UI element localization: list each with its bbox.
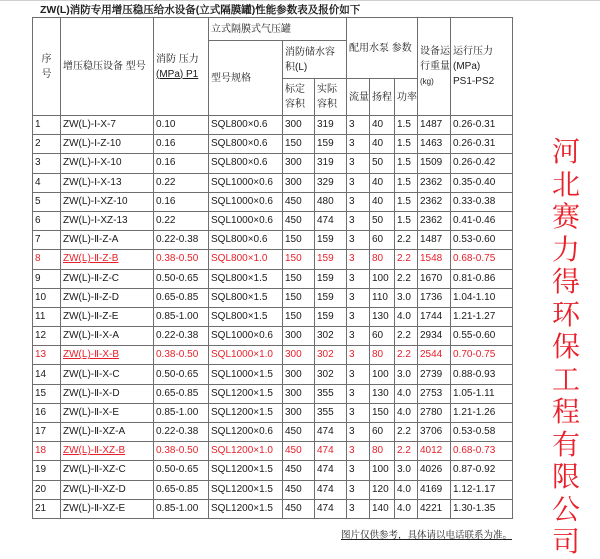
cell-head: 130 xyxy=(370,307,395,326)
cell-flow: 3 xyxy=(347,154,370,173)
header-model: 增压稳压设备 型号 xyxy=(61,18,154,116)
company-char: 河 xyxy=(551,135,580,168)
cell-model: ZW(L)-Ⅱ-X-D xyxy=(61,384,154,403)
cell-power: 1.5 xyxy=(395,211,418,230)
cell-ps: 0.55-0.60 xyxy=(451,327,513,346)
cell-weight: 2739 xyxy=(418,365,451,384)
cell-no: 5 xyxy=(33,192,61,211)
cell-ps: 0.53-0.58 xyxy=(451,423,513,442)
cell-no: 21 xyxy=(33,499,61,518)
header-nominal: 标定 容积 xyxy=(283,79,315,116)
cell-power: 2.2 xyxy=(395,327,418,346)
cell-weight: 1670 xyxy=(418,269,451,288)
table-body xyxy=(33,116,513,519)
top-rule xyxy=(0,0,600,1)
table-row xyxy=(33,423,513,442)
cell-actual: 159 xyxy=(315,307,347,326)
cell-actual: 159 xyxy=(315,250,347,269)
cell-tank: SQL1000×0.6 xyxy=(209,211,283,230)
cell-p1: 0.65-0.85 xyxy=(154,288,209,307)
cell-power: 4.0 xyxy=(395,499,418,518)
cell-tank: SQL1000×1.0 xyxy=(209,346,283,365)
cell-weight: 3706 xyxy=(418,423,451,442)
cell-no: 4 xyxy=(33,173,61,192)
cell-weight: 2544 xyxy=(418,346,451,365)
cell-ps: 0.70-0.75 xyxy=(451,346,513,365)
cell-tank: SQL1000×1.5 xyxy=(209,365,283,384)
footnote: 图片仅供参考，具体请以电话联系为准。 xyxy=(340,530,512,541)
cell-no: 1 xyxy=(33,116,61,135)
cell-model: ZW(L)-Ⅱ-Z-E xyxy=(61,307,154,326)
cell-no: 15 xyxy=(33,384,61,403)
company-char: 力 xyxy=(551,232,580,266)
cell-flow: 3 xyxy=(347,423,370,442)
cell-p1: 0.50-0.65 xyxy=(154,365,209,384)
cell-no: 18 xyxy=(33,442,61,461)
table-row xyxy=(33,307,513,326)
cell-actual: 355 xyxy=(315,384,347,403)
cell-no: 9 xyxy=(33,269,61,288)
cell-power: 4.0 xyxy=(395,307,418,326)
cell-weight: 1736 xyxy=(418,288,451,307)
page-title: ZW(L)消防专用增压稳压给水设备(立式隔膜罐)性能参数表及报价如下 xyxy=(40,4,361,16)
cell-actual: 302 xyxy=(315,327,347,346)
cell-weight: 1463 xyxy=(418,135,451,154)
cell-weight: 2362 xyxy=(418,192,451,211)
cell-power: 1.5 xyxy=(395,116,418,135)
table-row xyxy=(33,403,513,422)
cell-model: ZW(L)-Ⅰ-X-7 xyxy=(61,116,154,135)
cell-tank: SQL1200×0.6 xyxy=(209,423,283,442)
cell-ps: 1.04-1.10 xyxy=(451,288,513,307)
cell-actual: 474 xyxy=(315,499,347,518)
cell-model: ZW(L)-Ⅰ-X-13 xyxy=(61,173,154,192)
cell-model: ZW(L)-Ⅱ-Z-C xyxy=(61,269,154,288)
table-row xyxy=(33,442,513,461)
cell-tank: SQL800×1.0 xyxy=(209,250,283,269)
cell-head: 80 xyxy=(370,442,395,461)
cell-power: 2.2 xyxy=(395,442,418,461)
cell-nominal: 300 xyxy=(283,403,315,422)
cell-model: ZW(L)-Ⅱ-XZ-E xyxy=(61,499,154,518)
cell-ps: 1.05-1.11 xyxy=(451,384,513,403)
cell-p1: 0.22 xyxy=(154,211,209,230)
company-char: 环 xyxy=(551,297,580,331)
company-char: 工 xyxy=(551,362,580,396)
table-row xyxy=(33,135,513,154)
cell-p1: 0.85-1.00 xyxy=(154,499,209,518)
cell-p1: 0.16 xyxy=(154,154,209,173)
cell-flow: 3 xyxy=(347,461,370,480)
cell-flow: 3 xyxy=(347,384,370,403)
company-char: 程 xyxy=(551,395,580,428)
cell-no: 19 xyxy=(33,461,61,480)
cell-model: ZW(L)-Ⅱ-X-B xyxy=(61,346,154,365)
cell-model: ZW(L)-Ⅱ-X-E xyxy=(61,403,154,422)
cell-actual: 159 xyxy=(315,135,347,154)
cell-flow: 3 xyxy=(347,173,370,192)
cell-tank: SQL800×1.5 xyxy=(209,288,283,307)
cell-ps: 0.68-0.75 xyxy=(451,250,513,269)
cell-nominal: 450 xyxy=(283,211,315,230)
header-head: 扬程 xyxy=(370,79,395,116)
cell-head: 50 xyxy=(370,154,395,173)
header-flow: 流量 xyxy=(347,79,370,116)
cell-head: 60 xyxy=(370,231,395,250)
cell-nominal: 300 xyxy=(283,346,315,365)
cell-p1: 0.38-0.50 xyxy=(154,346,209,365)
cell-power: 2.2 xyxy=(395,346,418,365)
header-tank-spec: 型号规格 xyxy=(209,41,283,116)
header-pump-group: 配用水泵 参数 xyxy=(347,18,418,79)
cell-tank: SQL1000×0.6 xyxy=(209,173,283,192)
cell-ps: 0.26-0.31 xyxy=(451,135,513,154)
cell-tank: SQL1000×0.6 xyxy=(209,192,283,211)
cell-flow: 3 xyxy=(347,135,370,154)
cell-no: 16 xyxy=(33,403,61,422)
cell-tank: SQL800×0.6 xyxy=(209,135,283,154)
cell-model: ZW(L)-Ⅱ-X-A xyxy=(61,327,154,346)
cell-weight: 4221 xyxy=(418,499,451,518)
cell-power: 1.5 xyxy=(395,192,418,211)
cell-flow: 3 xyxy=(347,346,370,365)
cell-weight: 1744 xyxy=(418,307,451,326)
cell-head: 110 xyxy=(370,288,395,307)
cell-power: 4.0 xyxy=(395,480,418,499)
cell-ps: 0.41-0.46 xyxy=(451,211,513,230)
cell-ps: 0.26-0.42 xyxy=(451,154,513,173)
cell-actual: 159 xyxy=(315,231,347,250)
cell-actual: 159 xyxy=(315,288,347,307)
cell-weight: 2780 xyxy=(418,403,451,422)
cell-p1: 0.85-1.00 xyxy=(154,307,209,326)
cell-nominal: 450 xyxy=(283,192,315,211)
cell-nominal: 300 xyxy=(283,154,315,173)
cell-flow: 3 xyxy=(347,365,370,384)
cell-tank: SQL800×0.6 xyxy=(209,116,283,135)
cell-nominal: 450 xyxy=(283,461,315,480)
cell-power: 2.2 xyxy=(395,250,418,269)
cell-power: 1.5 xyxy=(395,154,418,173)
cell-p1: 0.50-0.65 xyxy=(154,269,209,288)
cell-nominal: 300 xyxy=(283,327,315,346)
cell-ps: 1.21-1.27 xyxy=(451,307,513,326)
cell-weight: 1509 xyxy=(418,154,451,173)
company-char: 公 xyxy=(551,492,580,526)
cell-weight: 1487 xyxy=(418,116,451,135)
cell-ps: 0.35-0.40 xyxy=(451,173,513,192)
cell-flow: 3 xyxy=(347,192,370,211)
cell-head: 150 xyxy=(370,403,395,422)
cell-no: 20 xyxy=(33,480,61,499)
header-seq: 序 号 xyxy=(33,18,61,116)
header-pressure: 消防 压力 (MPa) P1 xyxy=(154,18,209,116)
cell-no: 2 xyxy=(33,135,61,154)
cell-ps: 1.21-1.26 xyxy=(451,403,513,422)
cell-no: 13 xyxy=(33,346,61,365)
cell-head: 80 xyxy=(370,250,395,269)
cell-actual: 474 xyxy=(315,461,347,480)
cell-p1: 0.65-0.85 xyxy=(154,384,209,403)
cell-tank: SQL800×0.6 xyxy=(209,231,283,250)
cell-weight: 2362 xyxy=(418,173,451,192)
cell-nominal: 150 xyxy=(283,269,315,288)
cell-p1: 0.38-0.50 xyxy=(154,442,209,461)
cell-flow: 3 xyxy=(347,231,370,250)
cell-nominal: 300 xyxy=(283,384,315,403)
table-row xyxy=(33,211,513,230)
cell-actual: 302 xyxy=(315,346,347,365)
cell-head: 80 xyxy=(370,346,395,365)
cell-head: 100 xyxy=(370,365,395,384)
cell-head: 60 xyxy=(370,327,395,346)
cell-weight: 2362 xyxy=(418,211,451,230)
company-char: 赛 xyxy=(551,200,580,233)
cell-actual: 159 xyxy=(315,269,347,288)
table-row xyxy=(33,154,513,173)
cell-model: ZW(L)-Ⅰ-XZ-13 xyxy=(61,211,154,230)
table-row xyxy=(33,250,513,269)
cell-nominal: 300 xyxy=(283,173,315,192)
table-row xyxy=(33,269,513,288)
cell-tank: SQL1200×1.5 xyxy=(209,403,283,422)
cell-nominal: 150 xyxy=(283,307,315,326)
cell-power: 2.2 xyxy=(395,269,418,288)
cell-head: 120 xyxy=(370,480,395,499)
company-char: 北 xyxy=(551,167,580,201)
cell-head: 130 xyxy=(370,384,395,403)
cell-flow: 3 xyxy=(347,480,370,499)
cell-nominal: 150 xyxy=(283,231,315,250)
cell-model: ZW(L)-Ⅱ-XZ-D xyxy=(61,480,154,499)
cell-tank: SQL800×0.6 xyxy=(209,154,283,173)
cell-power: 1.5 xyxy=(395,173,418,192)
cell-ps: 1.12-1.17 xyxy=(451,480,513,499)
cell-power: 3.0 xyxy=(395,461,418,480)
cell-head: 100 xyxy=(370,461,395,480)
cell-flow: 3 xyxy=(347,403,370,422)
cell-actual: 474 xyxy=(315,423,347,442)
cell-head: 40 xyxy=(370,116,395,135)
header-weight: 设备运 行重量 (kg) xyxy=(418,18,451,116)
cell-tank: SQL1200×1.5 xyxy=(209,499,283,518)
cell-flow: 3 xyxy=(347,211,370,230)
cell-nominal: 300 xyxy=(283,116,315,135)
company-char: 司 xyxy=(551,525,580,558)
company-char: 得 xyxy=(551,265,580,298)
cell-head: 60 xyxy=(370,423,395,442)
cell-p1: 0.16 xyxy=(154,192,209,211)
cell-weight: 2753 xyxy=(418,384,451,403)
cell-nominal: 450 xyxy=(283,442,315,461)
cell-flow: 3 xyxy=(347,499,370,518)
cell-flow: 3 xyxy=(347,327,370,346)
cell-ps: 0.26-0.31 xyxy=(451,116,513,135)
company-name xyxy=(548,136,584,559)
cell-nominal: 150 xyxy=(283,135,315,154)
table-row xyxy=(33,461,513,480)
cell-no: 6 xyxy=(33,211,61,230)
table-row xyxy=(33,384,513,403)
cell-p1: 0.38-0.50 xyxy=(154,250,209,269)
cell-flow: 3 xyxy=(347,269,370,288)
cell-ps: 0.68-0.73 xyxy=(451,442,513,461)
table-row xyxy=(33,231,513,250)
table-row xyxy=(33,192,513,211)
cell-nominal: 450 xyxy=(283,499,315,518)
cell-model: ZW(L)-Ⅰ-Z-10 xyxy=(61,135,154,154)
cell-tank: SQL800×1.5 xyxy=(209,307,283,326)
header-storage: 消防储水容 积(L) xyxy=(283,41,347,79)
cell-no: 14 xyxy=(33,365,61,384)
cell-no: 10 xyxy=(33,288,61,307)
cell-power: 2.2 xyxy=(395,231,418,250)
cell-weight: 2934 xyxy=(418,327,451,346)
table-row xyxy=(33,346,513,365)
cell-p1: 0.50-0.65 xyxy=(154,461,209,480)
cell-p1: 0.16 xyxy=(154,135,209,154)
cell-model: ZW(L)-Ⅱ-Z-B xyxy=(61,250,154,269)
cell-power: 3.0 xyxy=(395,365,418,384)
cell-model: ZW(L)-Ⅰ-X-10 xyxy=(61,154,154,173)
company-char: 保 xyxy=(551,330,580,363)
cell-ps: 1.30-1.35 xyxy=(451,499,513,518)
table-row xyxy=(33,365,513,384)
cell-tank: SQL1200×1.5 xyxy=(209,461,283,480)
cell-nominal: 150 xyxy=(283,250,315,269)
table-row xyxy=(33,116,513,135)
cell-power: 4.0 xyxy=(395,403,418,422)
cell-actual: 474 xyxy=(315,211,347,230)
cell-nominal: 150 xyxy=(283,288,315,307)
cell-p1: 0.10 xyxy=(154,116,209,135)
cell-nominal: 450 xyxy=(283,480,315,499)
cell-p1: 0.22 xyxy=(154,173,209,192)
company-char: 限 xyxy=(551,460,580,493)
cell-model: ZW(L)-Ⅱ-Z-A xyxy=(61,231,154,250)
table-row xyxy=(33,499,513,518)
table-row xyxy=(33,327,513,346)
cell-actual: 474 xyxy=(315,442,347,461)
cell-ps: 0.88-0.93 xyxy=(451,365,513,384)
cell-actual: 319 xyxy=(315,116,347,135)
cell-flow: 3 xyxy=(347,116,370,135)
cell-model: ZW(L)-Ⅰ-XZ-10 xyxy=(61,192,154,211)
cell-tank: SQL1200×1.5 xyxy=(209,384,283,403)
cell-power: 1.5 xyxy=(395,135,418,154)
header-actual: 实际 容积 xyxy=(315,79,347,116)
cell-actual: 329 xyxy=(315,173,347,192)
cell-p1: 0.85-1.00 xyxy=(154,403,209,422)
cell-actual: 474 xyxy=(315,480,347,499)
cell-no: 11 xyxy=(33,307,61,326)
cell-actual: 480 xyxy=(315,192,347,211)
cell-weight: 1487 xyxy=(418,231,451,250)
cell-flow: 3 xyxy=(347,307,370,326)
cell-tank: SQL800×1.5 xyxy=(209,269,283,288)
cell-power: 4.0 xyxy=(395,384,418,403)
cell-head: 100 xyxy=(370,269,395,288)
table-row xyxy=(33,288,513,307)
company-char: 有 xyxy=(551,427,580,461)
cell-model: ZW(L)-Ⅱ-XZ-C xyxy=(61,461,154,480)
cell-ps: 0.87-0.92 xyxy=(451,461,513,480)
cell-model: ZW(L)-Ⅱ-XZ-B xyxy=(61,442,154,461)
cell-head: 140 xyxy=(370,499,395,518)
cell-ps: 0.33-0.38 xyxy=(451,192,513,211)
header-tank-group: 立式隔膜式气压罐 xyxy=(209,18,347,41)
cell-model: ZW(L)-Ⅱ-X-C xyxy=(61,365,154,384)
cell-power: 3.0 xyxy=(395,288,418,307)
cell-actual: 319 xyxy=(315,154,347,173)
cell-head: 50 xyxy=(370,211,395,230)
cell-weight: 4026 xyxy=(418,461,451,480)
cell-no: 8 xyxy=(33,250,61,269)
cell-p1: 0.22-0.38 xyxy=(154,231,209,250)
cell-weight: 1548 xyxy=(418,250,451,269)
table-row xyxy=(33,173,513,192)
cell-p1: 0.22-0.38 xyxy=(154,423,209,442)
cell-no: 3 xyxy=(33,154,61,173)
cell-tank: SQL1000×0.6 xyxy=(209,327,283,346)
cell-tank: SQL1200×1.5 xyxy=(209,480,283,499)
cell-model: ZW(L)-Ⅱ-XZ-A xyxy=(61,423,154,442)
cell-ps: 0.53-0.60 xyxy=(451,231,513,250)
cell-no: 17 xyxy=(33,423,61,442)
table-row xyxy=(33,480,513,499)
cell-model: ZW(L)-Ⅱ-Z-D xyxy=(61,288,154,307)
cell-flow: 3 xyxy=(347,250,370,269)
cell-head: 40 xyxy=(370,135,395,154)
header-power: 功率 xyxy=(395,79,418,116)
cell-actual: 355 xyxy=(315,403,347,422)
cell-flow: 3 xyxy=(347,288,370,307)
cell-head: 40 xyxy=(370,173,395,192)
cell-actual: 302 xyxy=(315,365,347,384)
cell-power: 2.2 xyxy=(395,423,418,442)
cell-weight: 4012 xyxy=(418,442,451,461)
cell-weight: 4169 xyxy=(418,480,451,499)
cell-no: 7 xyxy=(33,231,61,250)
cell-nominal: 300 xyxy=(283,365,315,384)
cell-p1: 0.22-0.38 xyxy=(154,327,209,346)
cell-tank: SQL1200×1.0 xyxy=(209,442,283,461)
cell-head: 40 xyxy=(370,192,395,211)
cell-p1: 0.65-0.85 xyxy=(154,480,209,499)
header-op-pressure: 运行压力 (MPa) PS1-PS2 xyxy=(451,18,513,116)
spec-table xyxy=(32,17,513,519)
cell-no: 12 xyxy=(33,327,61,346)
cell-flow: 3 xyxy=(347,442,370,461)
cell-ps: 0.81-0.86 xyxy=(451,269,513,288)
cell-nominal: 450 xyxy=(283,423,315,442)
